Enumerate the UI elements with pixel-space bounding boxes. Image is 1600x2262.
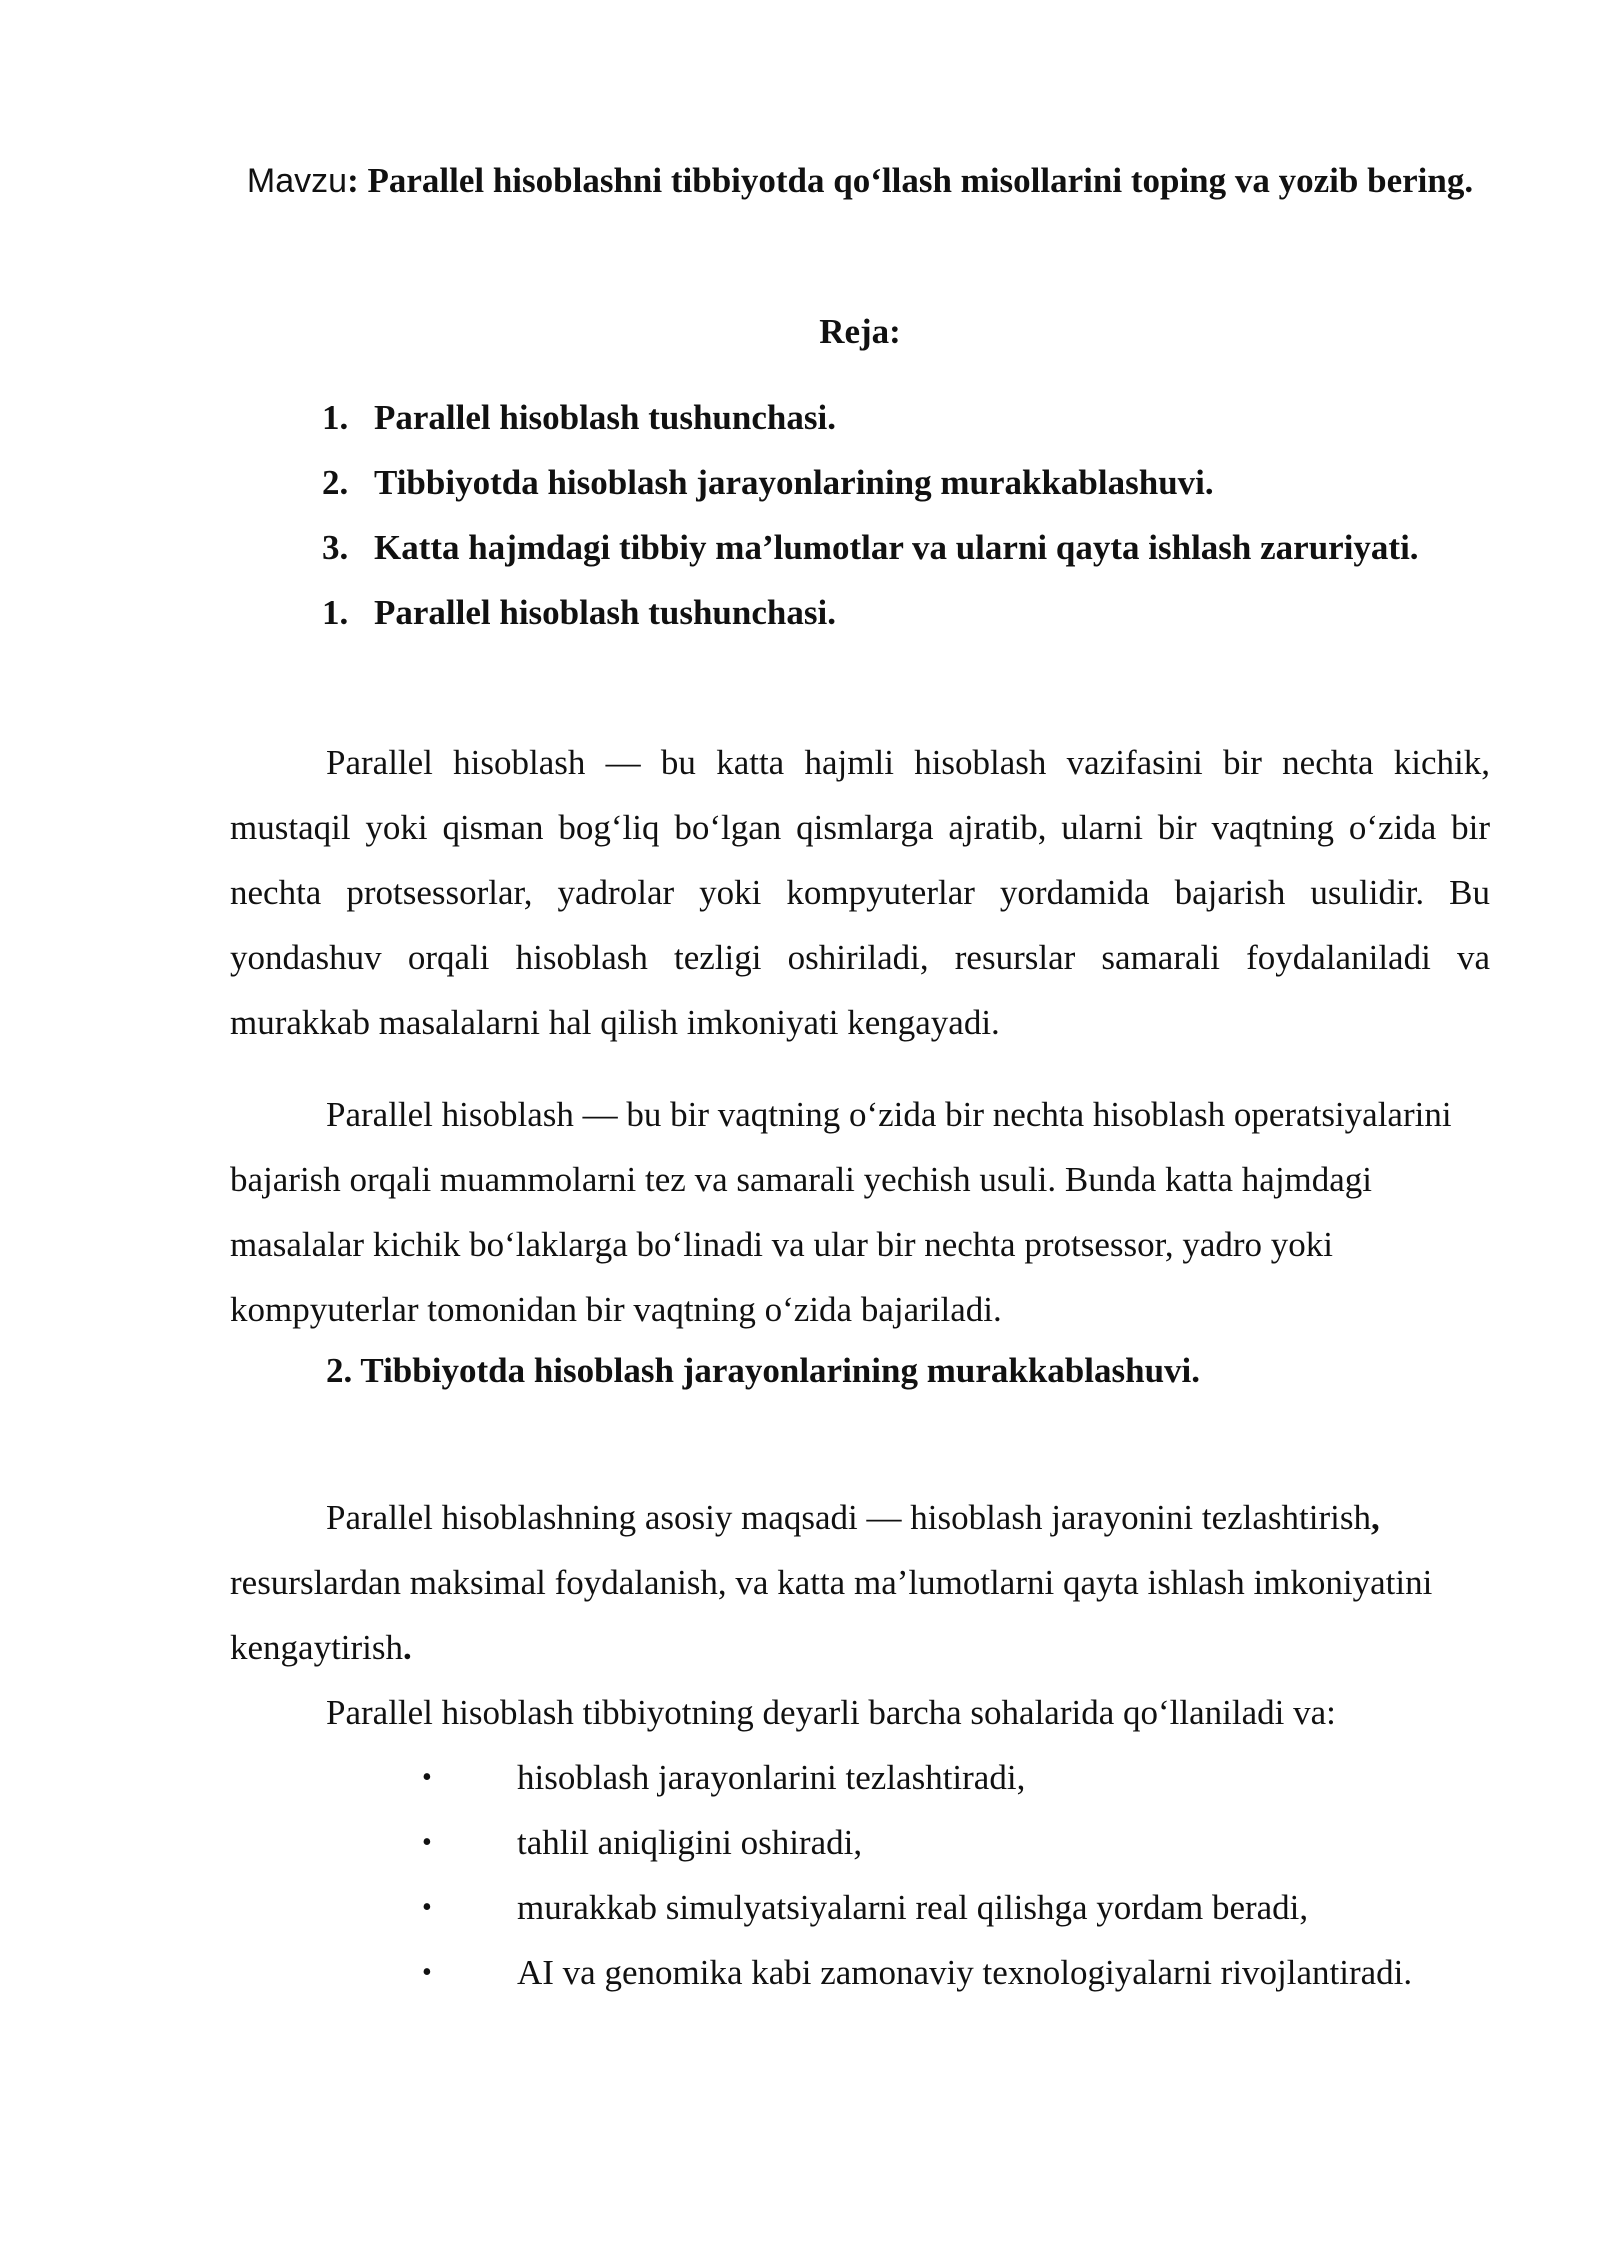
plan-item [322, 450, 1490, 515]
goal-text-a: Parallel hisoblashning asosiy maqsadi — hisoblash jarayonini tezlashtirish [326, 1498, 1371, 1537]
plan-item-number: 1. [322, 593, 349, 632]
plan-heading: Reja: [819, 312, 901, 351]
goal-comma: , [1370, 1498, 1380, 1537]
plan-item-text: Parallel hisoblash tushunchasi. [374, 593, 836, 632]
section-heading-1 [322, 580, 1490, 645]
section-heading-2: 2. Tibbiyotda hisoblash jarayonlarining murakkablashuvi. [326, 1351, 1201, 1390]
bullet-icon: • [422, 1762, 432, 1793]
list-item [230, 1940, 1490, 2005]
goal-text-b: resurslardan maksimal foydalanish, va katta ma’lumotlarni qayta ishlash imkoniyatini kengaytirish [230, 1563, 1433, 1667]
list-item-text: AI va genomika kabi zamonaviy texnologiyalarni rivojlantiradi. [517, 1953, 1413, 1992]
list-item-text: hisoblash jarayonlarini tezlashtiradi, [517, 1758, 1026, 1797]
paragraph-goal [230, 1485, 1490, 1680]
plan-list [322, 385, 1490, 645]
goal-period: . [403, 1628, 412, 1667]
benefits-list [230, 1745, 1490, 2005]
paragraph-definition-1: Parallel hisoblash — bu katta hajmli hisoblash vazifasini bir nechta kichik, mustaqil yoki qisman bog‘liq bo‘lgan qismlarga ajratib, ularni bir vaqtning o‘zida bir nechta protsessorlar, yadrolar yoki kompyuterlar yordamida bajarish usulidir. Bu yondashuv orqali hisoblash tezligi oshiriladi, resurslar samarali foydalaniladi va murakkab masalalarni hal qilish imkoniyati kengayadi. [230, 743, 1490, 1042]
bullet-icon: • [422, 1827, 432, 1858]
list-item [230, 1810, 1490, 1875]
plan-item-number: 3. [322, 528, 349, 567]
list-item-text: tahlil aniqligini oshiradi, [517, 1823, 863, 1862]
plan-item [322, 385, 1490, 450]
paragraph-usage-intro: Parallel hisoblash tibbiyotning deyarli barcha sohalarida qo‘llaniladi va: [326, 1693, 1336, 1732]
plan-item-text: Parallel hisoblash tushunchasi. [374, 398, 836, 437]
bullet-icon: • [422, 1957, 432, 1988]
bullet-icon: • [422, 1892, 432, 1923]
document-title [230, 148, 1490, 214]
list-item [230, 1745, 1490, 1810]
plan-item-number: 2. [322, 463, 349, 502]
plan-item [322, 515, 1490, 580]
paragraph-definition-2: Parallel hisoblash — bu bir vaqtning o‘zida bir nechta hisoblash operatsiyalarini bajarish orqali muammolarni tez va samarali yechish usuli. Bunda katta hajmdagi masalalar kichik bo‘laklarga bo‘linadi va ular bir nechta protsessor, yadro yoki kompyuterlar tomonidan bir vaqtning o‘zida bajariladi. [230, 1095, 1452, 1329]
plan-item-text: Tibbiyotda hisoblash jarayonlarining murakkablashuvi. [374, 463, 1214, 502]
title-lead: Mavzu [246, 162, 348, 200]
list-item [230, 1875, 1490, 1940]
title-text: : Parallel hisoblashni tibbiyotda qo‘llash misollarini toping va yozib bering. [347, 161, 1474, 200]
list-item-text: murakkab simulyatsiyalarni real qilishga yordam beradi, [517, 1888, 1309, 1927]
plan-item-number: 1. [322, 398, 349, 437]
plan-item-text: Katta hajmdagi tibbiy ma’lumotlar va ularni qayta ishlash zaruriyati. [374, 528, 1419, 567]
